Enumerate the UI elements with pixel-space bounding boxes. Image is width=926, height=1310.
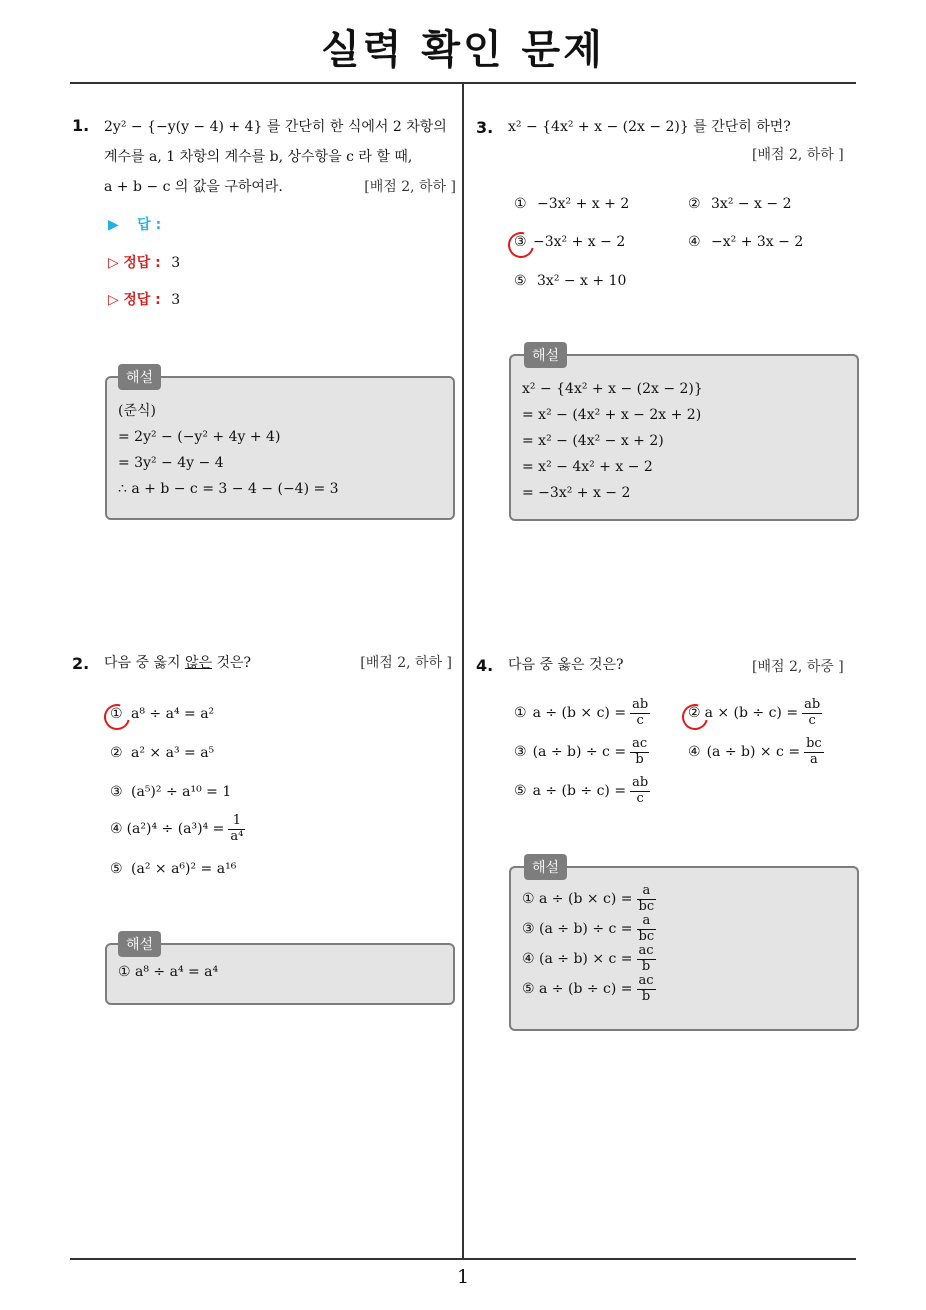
option-expression: a² × a³ = a⁵ (131, 745, 215, 761)
question-4-text: 다음 중 옳은 것은? (508, 657, 624, 673)
question-1-line-3: a + b − c 의 값을 구하여라. (104, 179, 283, 195)
option-1[interactable] (514, 698, 650, 729)
correct-answer-value: 3 (171, 255, 181, 271)
explanation-line: = x² − (4x² − x + 2) (522, 433, 664, 449)
option-expression: −3x² + x + 2 (537, 196, 630, 212)
option-3[interactable] (110, 784, 231, 800)
explanation-line: ① a⁸ ÷ a⁴ = a⁴ (118, 964, 219, 980)
option-fraction (630, 737, 649, 768)
explanation-tag: 해설 (524, 342, 567, 368)
option-number: ⑤ (514, 783, 527, 800)
explanation-expression: ③ (a ÷ b) ÷ c = (522, 921, 633, 937)
fraction-denominator: b (641, 958, 651, 974)
option-2[interactable] (688, 698, 822, 729)
explanation-expression: ① a ÷ (b × c) = (522, 891, 633, 907)
explanation-line (522, 914, 656, 944)
explanation-line: = x² − (4x² + x − 2x + 2) (522, 407, 702, 423)
question-1-line-2: 계수를 a, 1 차항의 계수를 b, 상수항을 c 라 할 때, (104, 149, 413, 165)
page-title: 실력 확인 문제 (321, 27, 605, 73)
option-1[interactable] (110, 706, 214, 722)
option-3[interactable] (514, 234, 625, 250)
option-4[interactable] (110, 814, 245, 845)
fraction-numerator: a (637, 914, 657, 930)
option-fraction (804, 737, 824, 768)
option-expression: a × (b ÷ c) = (704, 705, 799, 722)
fraction-numerator: a (637, 884, 657, 900)
explanation-expression: ④ (a ÷ b) × c = (522, 951, 633, 967)
option-5[interactable] (514, 273, 626, 289)
play-icon: ▶ (108, 217, 119, 233)
option-number: ③ (514, 744, 527, 761)
option-expression: a⁸ ÷ a⁴ = a² (131, 706, 215, 722)
explanation-line (522, 884, 656, 914)
explanation-line: x² − {4x² + x − (2x − 2)} (522, 381, 703, 397)
fraction-numerator: ac (638, 972, 654, 988)
explanation-line: = 3y² − 4y − 4 (118, 455, 224, 471)
answer-field[interactable] (108, 214, 161, 234)
triangle-outline-icon: ▷ (108, 255, 119, 271)
fraction-denominator: c (636, 712, 644, 728)
explanation-line: = x² − 4x² + x − 2 (522, 459, 653, 475)
option-expression: (a²)⁴ ÷ (a³)⁴ = (126, 821, 225, 838)
explanation-line: = 2y² − (−y² + 4y + 4) (118, 429, 281, 445)
fraction-numerator: ac (638, 942, 654, 958)
option-4[interactable] (688, 234, 803, 250)
question-2-text-before: 다음 중 옳지 (104, 655, 185, 671)
option-expression: (a⁵)² ÷ a¹⁰ = 1 (131, 784, 232, 800)
explanation-tag: 해설 (524, 854, 567, 880)
explanation-line (522, 944, 656, 974)
fraction-numerator: ab (632, 697, 649, 712)
explanation-fraction (637, 884, 657, 915)
option-number: ③ (514, 234, 527, 250)
fraction-denominator: bc (638, 898, 655, 914)
explanation-body-1 (118, 398, 339, 502)
option-5[interactable] (110, 861, 236, 877)
triangle-outline-icon: ▷ (108, 292, 119, 308)
option-number: ④ (688, 234, 701, 250)
question-1-text (104, 112, 456, 202)
option-number: ① (514, 196, 527, 212)
option-number: ⑤ (514, 273, 527, 289)
fraction-denominator: bc (638, 928, 655, 944)
explanation-fraction (637, 974, 656, 1005)
fraction-numerator: 1 (228, 814, 245, 830)
fraction-numerator: ab (632, 775, 649, 790)
question-2-text (104, 648, 452, 678)
option-expression: 3x² − x − 2 (711, 196, 792, 212)
option-3[interactable] (514, 737, 649, 768)
option-number: ④ (688, 744, 701, 761)
correct-answer-row (108, 289, 180, 309)
option-number: ② (110, 745, 123, 761)
explanation-body-4 (522, 884, 656, 1004)
question-4-number: 4. (476, 656, 494, 675)
page-number: 1 (456, 1266, 470, 1288)
option-expression: −3x² + x − 2 (533, 234, 626, 250)
question-4-meta: [배점 2, 하중 ] (752, 659, 844, 675)
option-number: ② (688, 705, 701, 722)
column-divider (462, 84, 464, 1259)
option-expression: (a² × a⁶)² = a¹⁶ (131, 861, 237, 877)
fraction-denominator: a⁴ (230, 828, 244, 844)
explanation-fraction (637, 914, 657, 945)
explanation-line: = −3x² + x − 2 (522, 485, 631, 501)
explanation-tag: 해설 (118, 364, 161, 390)
correct-answer-label: 정답 : (123, 292, 161, 308)
option-number: ① (110, 706, 123, 722)
option-1[interactable] (514, 196, 629, 212)
option-expression: a ÷ (b × c) = (532, 705, 627, 722)
explanation-line (522, 974, 656, 1004)
question-1-number: 1. (72, 116, 90, 135)
option-fraction (630, 698, 650, 729)
option-fraction (802, 698, 822, 729)
fraction-denominator: b (635, 751, 644, 767)
explanation-fraction (637, 944, 656, 975)
fraction-numerator: bc (806, 736, 822, 751)
option-number: ① (514, 705, 527, 722)
footer-divider (70, 1258, 856, 1260)
option-2[interactable] (688, 196, 792, 212)
question-2-meta: [배점 2, 하하 ] (360, 655, 452, 671)
option-expression: 3x² − x + 10 (537, 273, 627, 289)
question-1-line-1: 2y² − {−y(y − 4) + 4} 를 간단히 한 식에서 2 차항의 (104, 119, 447, 135)
option-4[interactable] (688, 737, 824, 768)
answer-label: 답 : (137, 217, 162, 233)
option-number: ② (688, 196, 701, 212)
option-number: ③ (110, 784, 123, 800)
explanation-body-3 (522, 376, 703, 506)
option-expression: −x² + 3x − 2 (711, 234, 804, 250)
explanation-expression: ⑤ a ÷ (b ÷ c) = (522, 981, 633, 997)
fraction-numerator: ac (632, 736, 648, 751)
question-2-number: 2. (72, 654, 90, 673)
question-3-number: 3. (476, 118, 494, 137)
explanation-line: ∴ a + b − c = 3 − 4 − (−4) = 3 (118, 481, 339, 497)
option-expression: (a ÷ b) × c = (706, 744, 801, 761)
explanation-tag: 해설 (118, 931, 161, 957)
option-fraction (228, 814, 245, 845)
option-2[interactable] (110, 745, 214, 761)
fraction-denominator: c (808, 712, 816, 728)
option-number: ④ (110, 821, 123, 838)
correct-answer-value: 3 (171, 292, 181, 308)
question-3-meta: [배점 2, 하하 ] (752, 147, 844, 163)
explanation-line: (준식) (118, 403, 156, 419)
correct-answer-row (108, 252, 180, 272)
fraction-denominator: a (810, 751, 818, 767)
option-number: ⑤ (110, 861, 123, 877)
option-5[interactable] (514, 776, 650, 807)
fraction-denominator: b (641, 988, 651, 1004)
option-fraction (630, 776, 650, 807)
question-1-meta: [배점 2, 하하 ] (364, 179, 456, 195)
fraction-numerator: ab (804, 697, 821, 712)
option-expression: (a ÷ b) ÷ c = (532, 744, 627, 761)
question-2-text-after: 것은? (212, 655, 252, 671)
question-2-text-underline: 않은 (184, 655, 213, 671)
fraction-denominator: c (636, 790, 644, 806)
question-3-text: x² − {4x² + x − (2x − 2)} 를 간단히 하면? (508, 119, 791, 135)
correct-answer-label: 정답 : (123, 255, 161, 271)
option-expression: a ÷ (b ÷ c) = (532, 783, 627, 800)
